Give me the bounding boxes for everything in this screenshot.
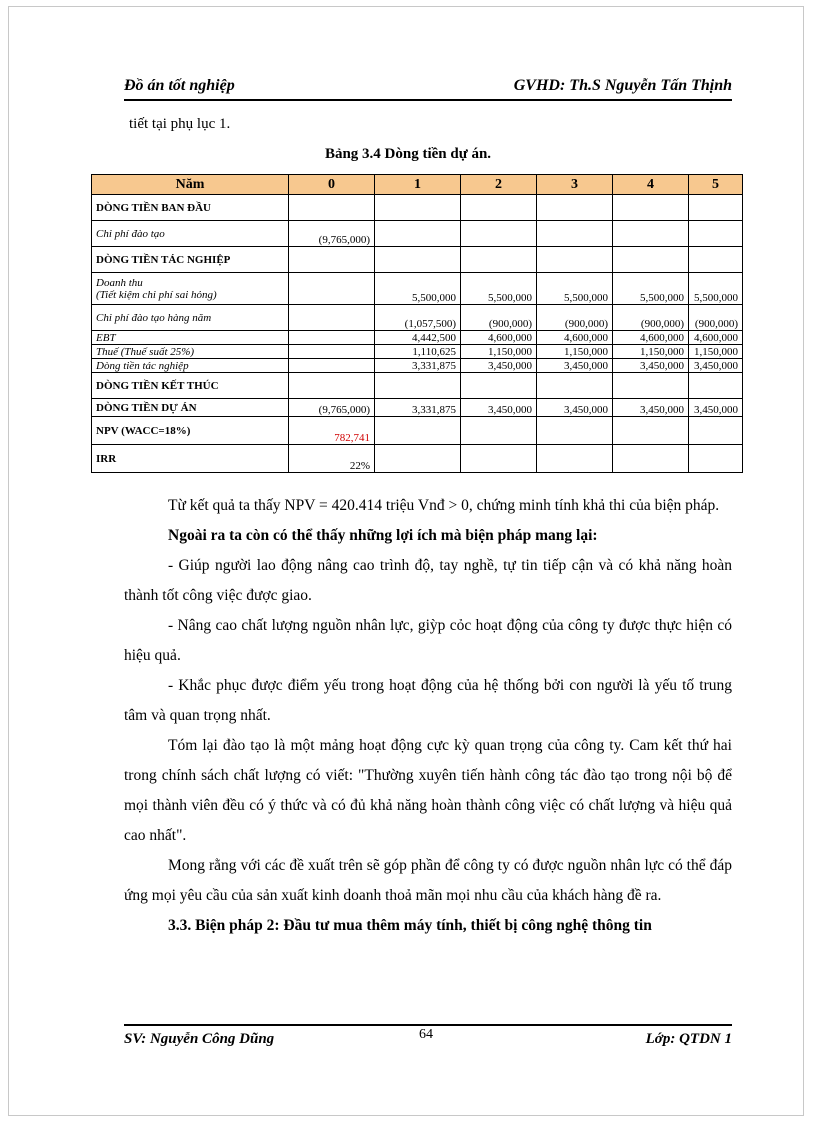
row-label [92,373,289,399]
footer-student: SV: Nguyễn Công Dũng [124,1031,275,1047]
table-cell [613,373,689,399]
header-cell: 0 [289,175,375,195]
table-row [92,373,743,399]
table-cell: 1,110,625 [375,345,461,359]
table-cell [689,247,743,273]
table-row [92,359,743,373]
row-label-text: DÒNG TIỀN BAN ĐẦU [96,201,212,214]
row-label [92,305,289,331]
body-text [124,491,732,941]
table-cell: 5,500,000 [375,273,461,305]
cash-flow-table [91,174,743,473]
table-cell [537,417,613,445]
page-footer [124,1024,732,1056]
paragraph: Tóm lại đào tạo là một mảng hoạt động cực kỳ quan trọng của công ty. Cam kết thứ hai trong chính sách chất lượng có viết: "Thường xuyên tiến hành công tác đào tạo trong nội bộ để mọi thành viên đều có ý thức và có đủ khả năng hoàn thành công việc có chất lượng và hiệu quả cao nhất". [124,737,732,844]
table-cell [289,373,375,399]
paragraph: Từ kết quả ta thấy NPV = 420.414 triệu Vnđ > 0, chứng minh tính khả thi của biện pháp. [168,497,720,514]
table-cell [461,445,537,473]
table-cell: 1,150,000 [689,345,743,359]
table-cell: 4,600,000 [461,331,537,345]
table-cell [537,373,613,399]
table-cell: 5,500,000 [461,273,537,305]
paragraph: - Nâng cao chất lượng nguồn nhân lực, giỳp cỏc hoạt động của công ty được thực hiện có hiệu quả. [124,617,732,664]
table-row [92,273,743,305]
row-label [92,359,289,373]
table-row [92,195,743,221]
table-cell: (900,000) [537,305,613,331]
row-label [92,221,289,247]
table-cell [613,445,689,473]
table-header-row [92,175,743,195]
table-cell [289,195,375,221]
table-cell [461,417,537,445]
table-cell: 5,500,000 [689,273,743,305]
page-header [124,77,732,101]
table-row [92,221,743,247]
table-cell: 3,450,000 [537,359,613,373]
table-cell [375,373,461,399]
table-cell [613,247,689,273]
table-cell: (900,000) [689,305,743,331]
table-cell [289,345,375,359]
row-label-text: DÒNG TIỀN DỰ ÁN [96,401,197,414]
row-label-text: NPV (WACC=18%) [96,424,191,437]
table-cell: 3,331,875 [375,399,461,417]
table-cell: 3,450,000 [689,359,743,373]
table-cell: (9,765,000) [289,399,375,417]
table-cell [537,247,613,273]
table-cell: 3,450,000 [689,399,743,417]
table-cell: 3,450,000 [461,399,537,417]
table-cell: (900,000) [461,305,537,331]
table-cell [689,417,743,445]
table-cell: 4,442,500 [375,331,461,345]
table-cell [375,221,461,247]
table-row [92,399,743,417]
table-cell [289,359,375,373]
table-cell [461,221,537,247]
table-row [92,445,743,473]
row-label-text: Dòng tiền tác nghiệp [96,359,189,372]
table-cell: (9,765,000) [289,221,375,247]
header-right: GVHD: Th.S Nguyễn Tấn Thịnh [513,77,732,94]
table-row [92,345,743,359]
table-cell: 782,741 [289,417,375,445]
table-cell: 4,600,000 [689,331,743,345]
row-label-text: Doanh thu [96,276,143,289]
table-cell [613,221,689,247]
header-cell: 3 [537,175,613,195]
table-cell: 22% [289,445,375,473]
paragraph: - Giúp người lao động nâng cao trình độ, tay nghề, tự tin tiếp cận và có khả năng hoàn thành tốt công việc được giao. [124,557,732,604]
row-label-text: (Tiết kiệm chi phí sai hỏng) [96,288,217,301]
table-cell: 3,450,000 [537,399,613,417]
table-cell: (900,000) [613,305,689,331]
table-cell [375,247,461,273]
table-caption: Bảng 3.4 Dòng tiền dự án. [324,146,492,162]
table-cell [375,417,461,445]
table-cell: 5,500,000 [613,273,689,305]
row-label-text: DÒNG TIỀN KẾT THÚC [96,379,219,392]
table-cell [689,195,743,221]
table-cell [289,273,375,305]
table-cell: 1,150,000 [613,345,689,359]
table-cell: 1,150,000 [537,345,613,359]
footer-class: Lớp: QTDN 1 [645,1031,732,1047]
row-label-text: Thuế (Thuế suất 25%) [96,345,195,358]
table-row [92,305,743,331]
row-label [92,345,289,359]
table-cell: 4,600,000 [537,331,613,345]
table-row [92,417,743,445]
row-label-text: EBT [96,331,116,344]
table-cell [461,373,537,399]
row-label [92,273,289,305]
table-cell: 5,500,000 [537,273,613,305]
row-label [92,445,289,473]
section-heading: 3.3. Biện pháp 2: Đầu tư mua thêm máy tính, thiết bị công nghệ thông tin [168,917,652,934]
row-label-text: DÒNG TIỀN TÁC NGHIỆP [96,253,231,266]
table-cell [613,195,689,221]
table-cell [375,445,461,473]
table-cell [375,195,461,221]
table-cell [289,247,375,273]
table-cell: (1,057,500) [375,305,461,331]
header-cell: 2 [461,175,537,195]
header-cell: 1 [375,175,461,195]
row-label-text: Chi phí đào tạo [96,227,165,240]
table-cell: 3,450,000 [461,359,537,373]
table-row [92,247,743,273]
table-cell [537,221,613,247]
page-number: 64 [419,1027,433,1042]
header-left: Đồ án tốt nghiệp [124,77,235,94]
paragraph: - Khắc phục được điểm yếu trong hoạt động của hệ thống bởi con người là yếu tố trung tâm và quan trọng nhất. [124,677,732,724]
row-label [92,247,289,273]
table-row [92,331,743,345]
table-cell: 3,450,000 [613,359,689,373]
header-cell: 4 [613,175,689,195]
table-cell [613,417,689,445]
header-cell: Năm [92,175,289,195]
paragraph-heading: Ngoài ra ta còn có thể thấy những lợi ích mà biện pháp mang lại: [168,527,598,544]
intro-line: tiết tại phụ lục 1. [129,116,231,132]
table-cell [537,445,613,473]
header-cell: 5 [689,175,743,195]
paragraph: Mong rằng với các đề xuất trên sẽ góp phần để công ty có được nguồn nhân lực có thể đáp ứng mọi yêu cầu của sản xuất kinh doanh thoả mãn mọi nhu cầu của khách hàng đề ra. [124,857,732,904]
table-cell [289,331,375,345]
row-label [92,195,289,221]
table-cell [461,195,537,221]
table-cell [461,247,537,273]
table-cell [689,373,743,399]
table-cell [537,195,613,221]
row-label-text: IRR [96,452,117,465]
table-cell [689,221,743,247]
table-cell: 3,331,875 [375,359,461,373]
row-label [92,399,289,417]
row-label [92,331,289,345]
row-label [92,417,289,445]
table-cell [289,305,375,331]
row-label-text: Chi phí đào tạo hàng năm [96,311,212,324]
table-cell: 1,150,000 [461,345,537,359]
table-cell: 3,450,000 [613,399,689,417]
table-cell [689,445,743,473]
table-cell: 4,600,000 [613,331,689,345]
